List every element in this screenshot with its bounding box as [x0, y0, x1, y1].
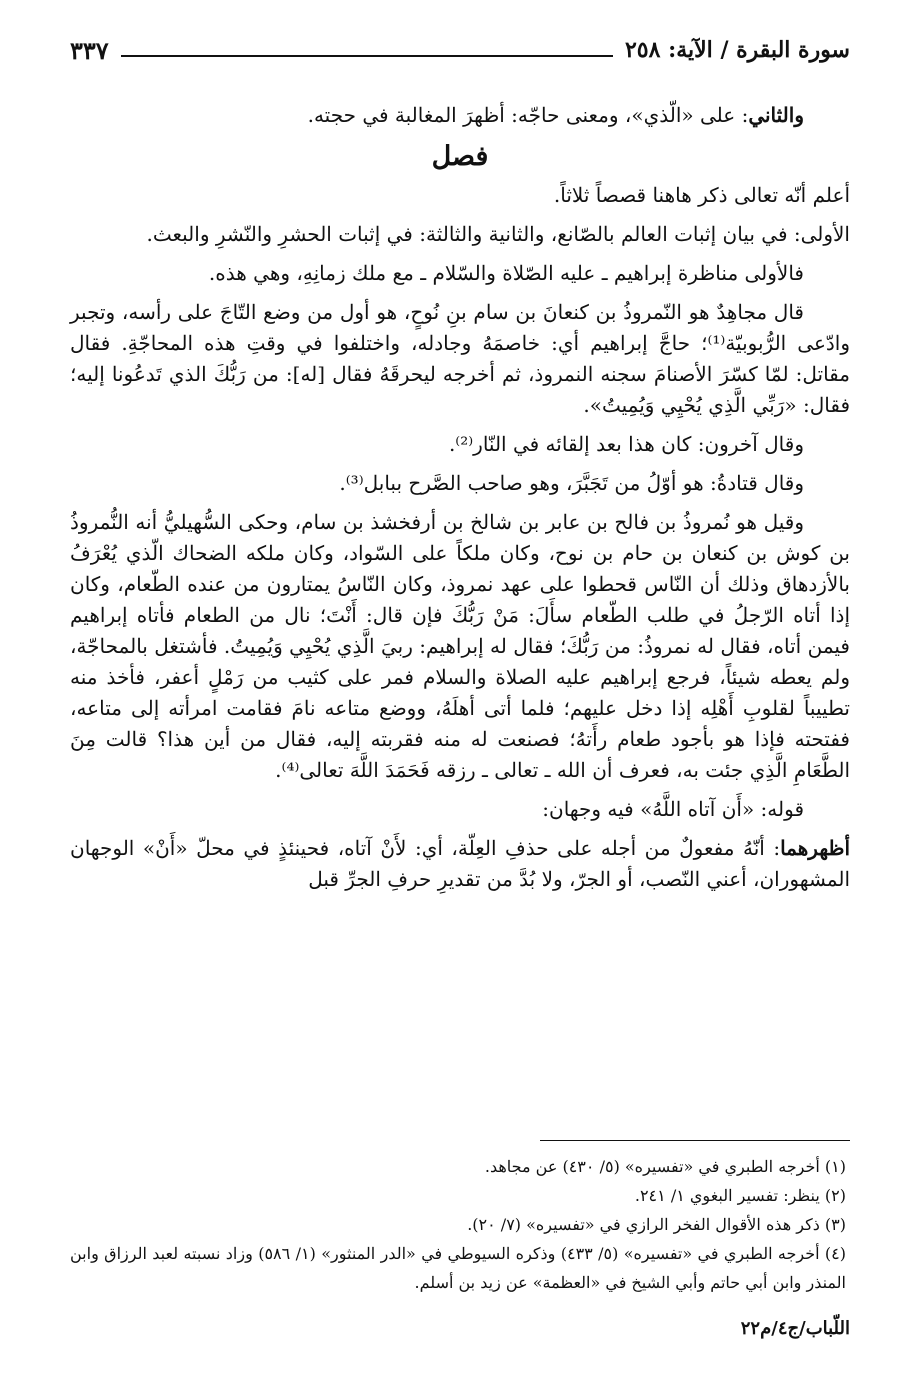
main-text	[70, 100, 850, 895]
paragraph: قوله: «أَن آتاه اللَّهُ» فيه وجهان:	[542, 797, 804, 821]
footnote-rule	[540, 1140, 850, 1141]
footnote: (٤) أخرجه الطبري في «تفسيره» (٥/ ٤٣٣) وذكره السيوطي في «الدر المنثور» (١/ ٥٨٦) وزاد نسبته لعبد الرزاق وابن المنذر وابن أبي حاتم وأبي الشيخ في «العظمة» عن زيد بن أسلم.	[70, 1244, 846, 1292]
running-header	[70, 30, 850, 70]
header-rule	[121, 55, 613, 57]
section-heading: فصل	[431, 141, 489, 172]
footnote: (٢) ينظر: تفسير البغوي ١/ ٢٤١.	[634, 1186, 846, 1205]
paragraph-text: : أنّهُ مفعولٌ من أجله على حذفِ العِلّة، أي: لأَنْ آتاه، فحينئذٍ في محلّ «أَنْ» الوجهان المشهوران، أعني النّصب، أو الجرّ، ولا بُدَّ من تقديرِ حرفِ الجرِّ قبل	[70, 836, 850, 891]
paragraph	[70, 833, 850, 895]
signature-mark: اللّباب/ج٤/م٢٢	[740, 1318, 850, 1339]
page-number: ٣٣٧	[70, 35, 109, 65]
term-label: والثاني	[748, 103, 804, 127]
paragraph: وقال قتادةُ: هو أوّلُ من تَجَبَّرَ، وهو صاحب الصَّرح ببابل⁽³⁾.	[339, 471, 804, 495]
surah-title: سورة البقرة / الآية: ٢٥٨	[624, 37, 850, 63]
term-label: أظهرهما	[780, 836, 851, 860]
paragraph-text: : على «الّذي»، ومعنى حاجّه: أظهرَ المغالبة في حجته.	[307, 103, 749, 127]
paragraph: الأولى: في بيان إثبات العالم بالصّانع، والثانية والثالثة: في إثبات الحشرِ والنّشرِ والبعث.	[146, 222, 850, 246]
paragraph: أعلم أنّه تعالى ذكر هاهنا قصصاً ثلاثاً.	[553, 183, 850, 207]
paragraph: وقيل هو نُمروذُ بن فالح بن عابر بن شالخ بن أرفخشذ بن سام، وحكى السُّهيليُّ أنه النُّمروذُ بن كوش بن كنعان بن حام بن نوح، وكان ملكاً على السّواد، وكان ملكه الضحاك الّذي يُعْرَفُ بالأزدهاق وذلك أن النّاس قحطوا على عهد نمروذ، وكان النّاسُ يمتارون من عنده الطّعام، وكان إذا أتاه الرّجلُ في طلب الطّعام سأَلَ: مَنْ رَبُّكَ فإن قال: أَنْتَ؛ نال من الطعام فأتاه إبراهيم فيمن أتاه، فقال له نمروذُ: من رَبُّكَ؛ فقال له إبراهيم: ربيَ الَّذِي يُحْيِي وَيُمِيتُ. فأشتغل بالمحاجّة، ولم يعطه شيئاً، فرجع إبراهيم عليه الصلاة والسلام فمر على كثيب من رَمْلٍ أعفر، فأخذ منه تطييباً لقلوبِ أَهْلِه إذا دخل عليهم؛ فلما أتى أهلَهُ، ووضع متاعه نامَ فقامت امرأته إلى متاعه، ففتحته فإذا هو بأجود طعام رأَتهُ؛ فصنعت له منه فقربته إليه، فقال من أين هذا؟ قالت مِنَ الطَّعَامِ الَّذِي جئت به، فعرف أن الله ـ تعالى ـ رزقه فَحَمَدَ اللَّهَ تعالى⁽⁴⁾.	[70, 510, 850, 782]
paragraph: وقال آخرون: كان هذا بعد إلقائه في النّار⁽²⁾.	[448, 432, 804, 456]
footnote: (٣) ذكر هذه الأقوال الفخر الرازي في «تفسيره» (٧/ ٢٠).	[467, 1215, 846, 1234]
footnote: (١) أخرجه الطبري في «تفسيره» (٥/ ٤٣٠) عن مجاهد.	[484, 1157, 846, 1176]
paragraph-second	[70, 100, 850, 131]
paragraph: قال مجاهِدٌ هو النّمروذُ بن كنعانَ بن سام بنِ نُوحٍ، هو أول من وضع التّاجَ على رأسه، وتجبر وادّعى الرُّبوبيّة⁽¹⁾؛ حاجَّ إبراهيم أي: خاصمَهُ وجادله، واختلفوا في وقتِ هذه المحاجّةِ. فقال مقاتل: لمّا كسّرَ الأصنامَ سجنه النمروذ، ثم أخرجه ليحرقَهُ فقال [له]: من رَبُّكَ الذي تَدعُونا إليه؛ فقال: «رَبِّي الَّذِي يُحْيِي وَيُمِيتُ».	[70, 300, 850, 417]
book-page	[70, 0, 850, 1375]
footnotes	[70, 1152, 850, 1297]
paragraph: فالأولى مناظرة إبراهيم ـ عليه الصّلاة والسّلام ـ مع ملك زمانِهِ، وهي هذه.	[208, 261, 804, 285]
